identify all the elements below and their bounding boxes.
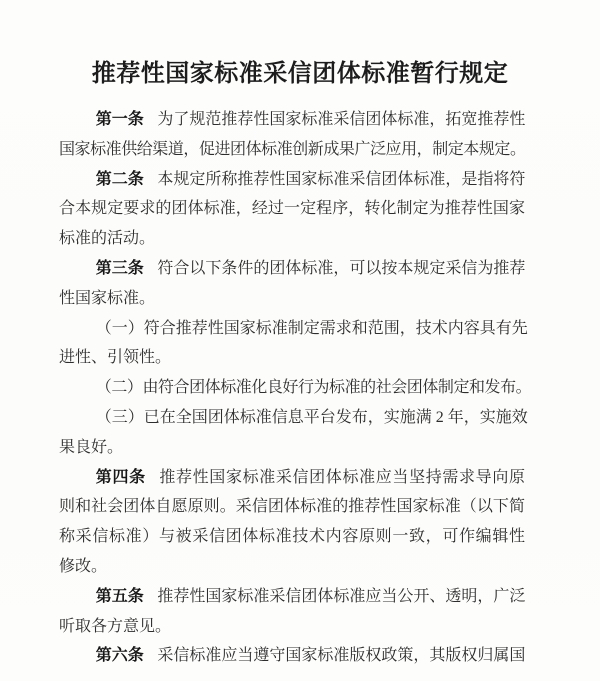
text-line (59, 522, 525, 552)
line-text: 符合以下条件的团体标准，可以按本规定采信为推荐 (157, 259, 526, 277)
line-text: 国家标准供给渠道，促进团体标准创新成果广泛应用，制定本规定。 (59, 140, 526, 158)
article-number: 第六条 (95, 647, 144, 665)
text-line (59, 612, 525, 642)
text-line (59, 284, 525, 314)
line-text: 听取各方意见。 (59, 617, 172, 635)
text-line (59, 582, 525, 612)
text-line (59, 224, 525, 254)
line-text: 修改。 (59, 557, 108, 575)
line-text: 进性、引领性。 (59, 349, 172, 367)
text-line (59, 135, 525, 165)
text-line (59, 194, 525, 224)
line-text: 果良好。 (59, 438, 124, 456)
text-line (59, 343, 525, 373)
text-line (59, 552, 525, 582)
article-number: 第三条 (95, 259, 144, 277)
line-text: 合本规定要求的团体标准，经过一定程序，转化制定为推荐性国家 (59, 200, 525, 218)
line-text: 推荐性国家标准采信团体标准应当坚持需求导向原 (159, 468, 525, 486)
article-number: 第五条 (95, 587, 144, 605)
text-line (59, 314, 528, 344)
line-text: 推荐性国家标准采信团体标准应当公开、透明，广泛 (157, 587, 526, 605)
text-line (59, 403, 528, 433)
text-line (59, 254, 525, 284)
document-body (59, 105, 532, 671)
text-line (59, 492, 525, 522)
text-line (59, 105, 525, 135)
document-title: 推荐性国家标准采信团体标准暂行规定 (91, 61, 509, 88)
text-line (59, 165, 525, 195)
line-text: 则和社会团体自愿原则。采信团体标准的推荐性国家标准（以下简 (59, 498, 525, 516)
line-text: 标准的活动。 (59, 230, 156, 248)
line-text: （二）由符合团体标准化良好行为标准的社会团体制定和发布。 (95, 379, 532, 397)
line-text: （一）符合推荐性国家标准制定需求和范围，技术内容具有先 (95, 319, 528, 337)
article-number: 第二条 (95, 170, 144, 188)
text-line (59, 433, 525, 463)
text-line (59, 463, 525, 493)
article-number: 第一条 (95, 111, 144, 128)
line-text: 称采信标准）与被采信团体标准技术内容原则一致，可作编辑性 (59, 528, 525, 546)
line-text: 本规定所称推荐性国家标准采信团体标准，是指将符 (157, 170, 526, 188)
line-text: 为了规范推荐性国家标准采信团体标准，拓宽推荐性 (157, 111, 526, 128)
line-text: （三）已在全国团体标准信息平台发布，实施满 2 年，实施效 (95, 408, 528, 426)
line-text: 性国家标准。 (59, 289, 156, 307)
line-text: 采信标准应当遵守国家标准版权政策，其版权归属国 (157, 647, 526, 665)
text-line (59, 641, 525, 671)
article-number: 第四条 (95, 468, 146, 486)
text-line (59, 373, 532, 403)
